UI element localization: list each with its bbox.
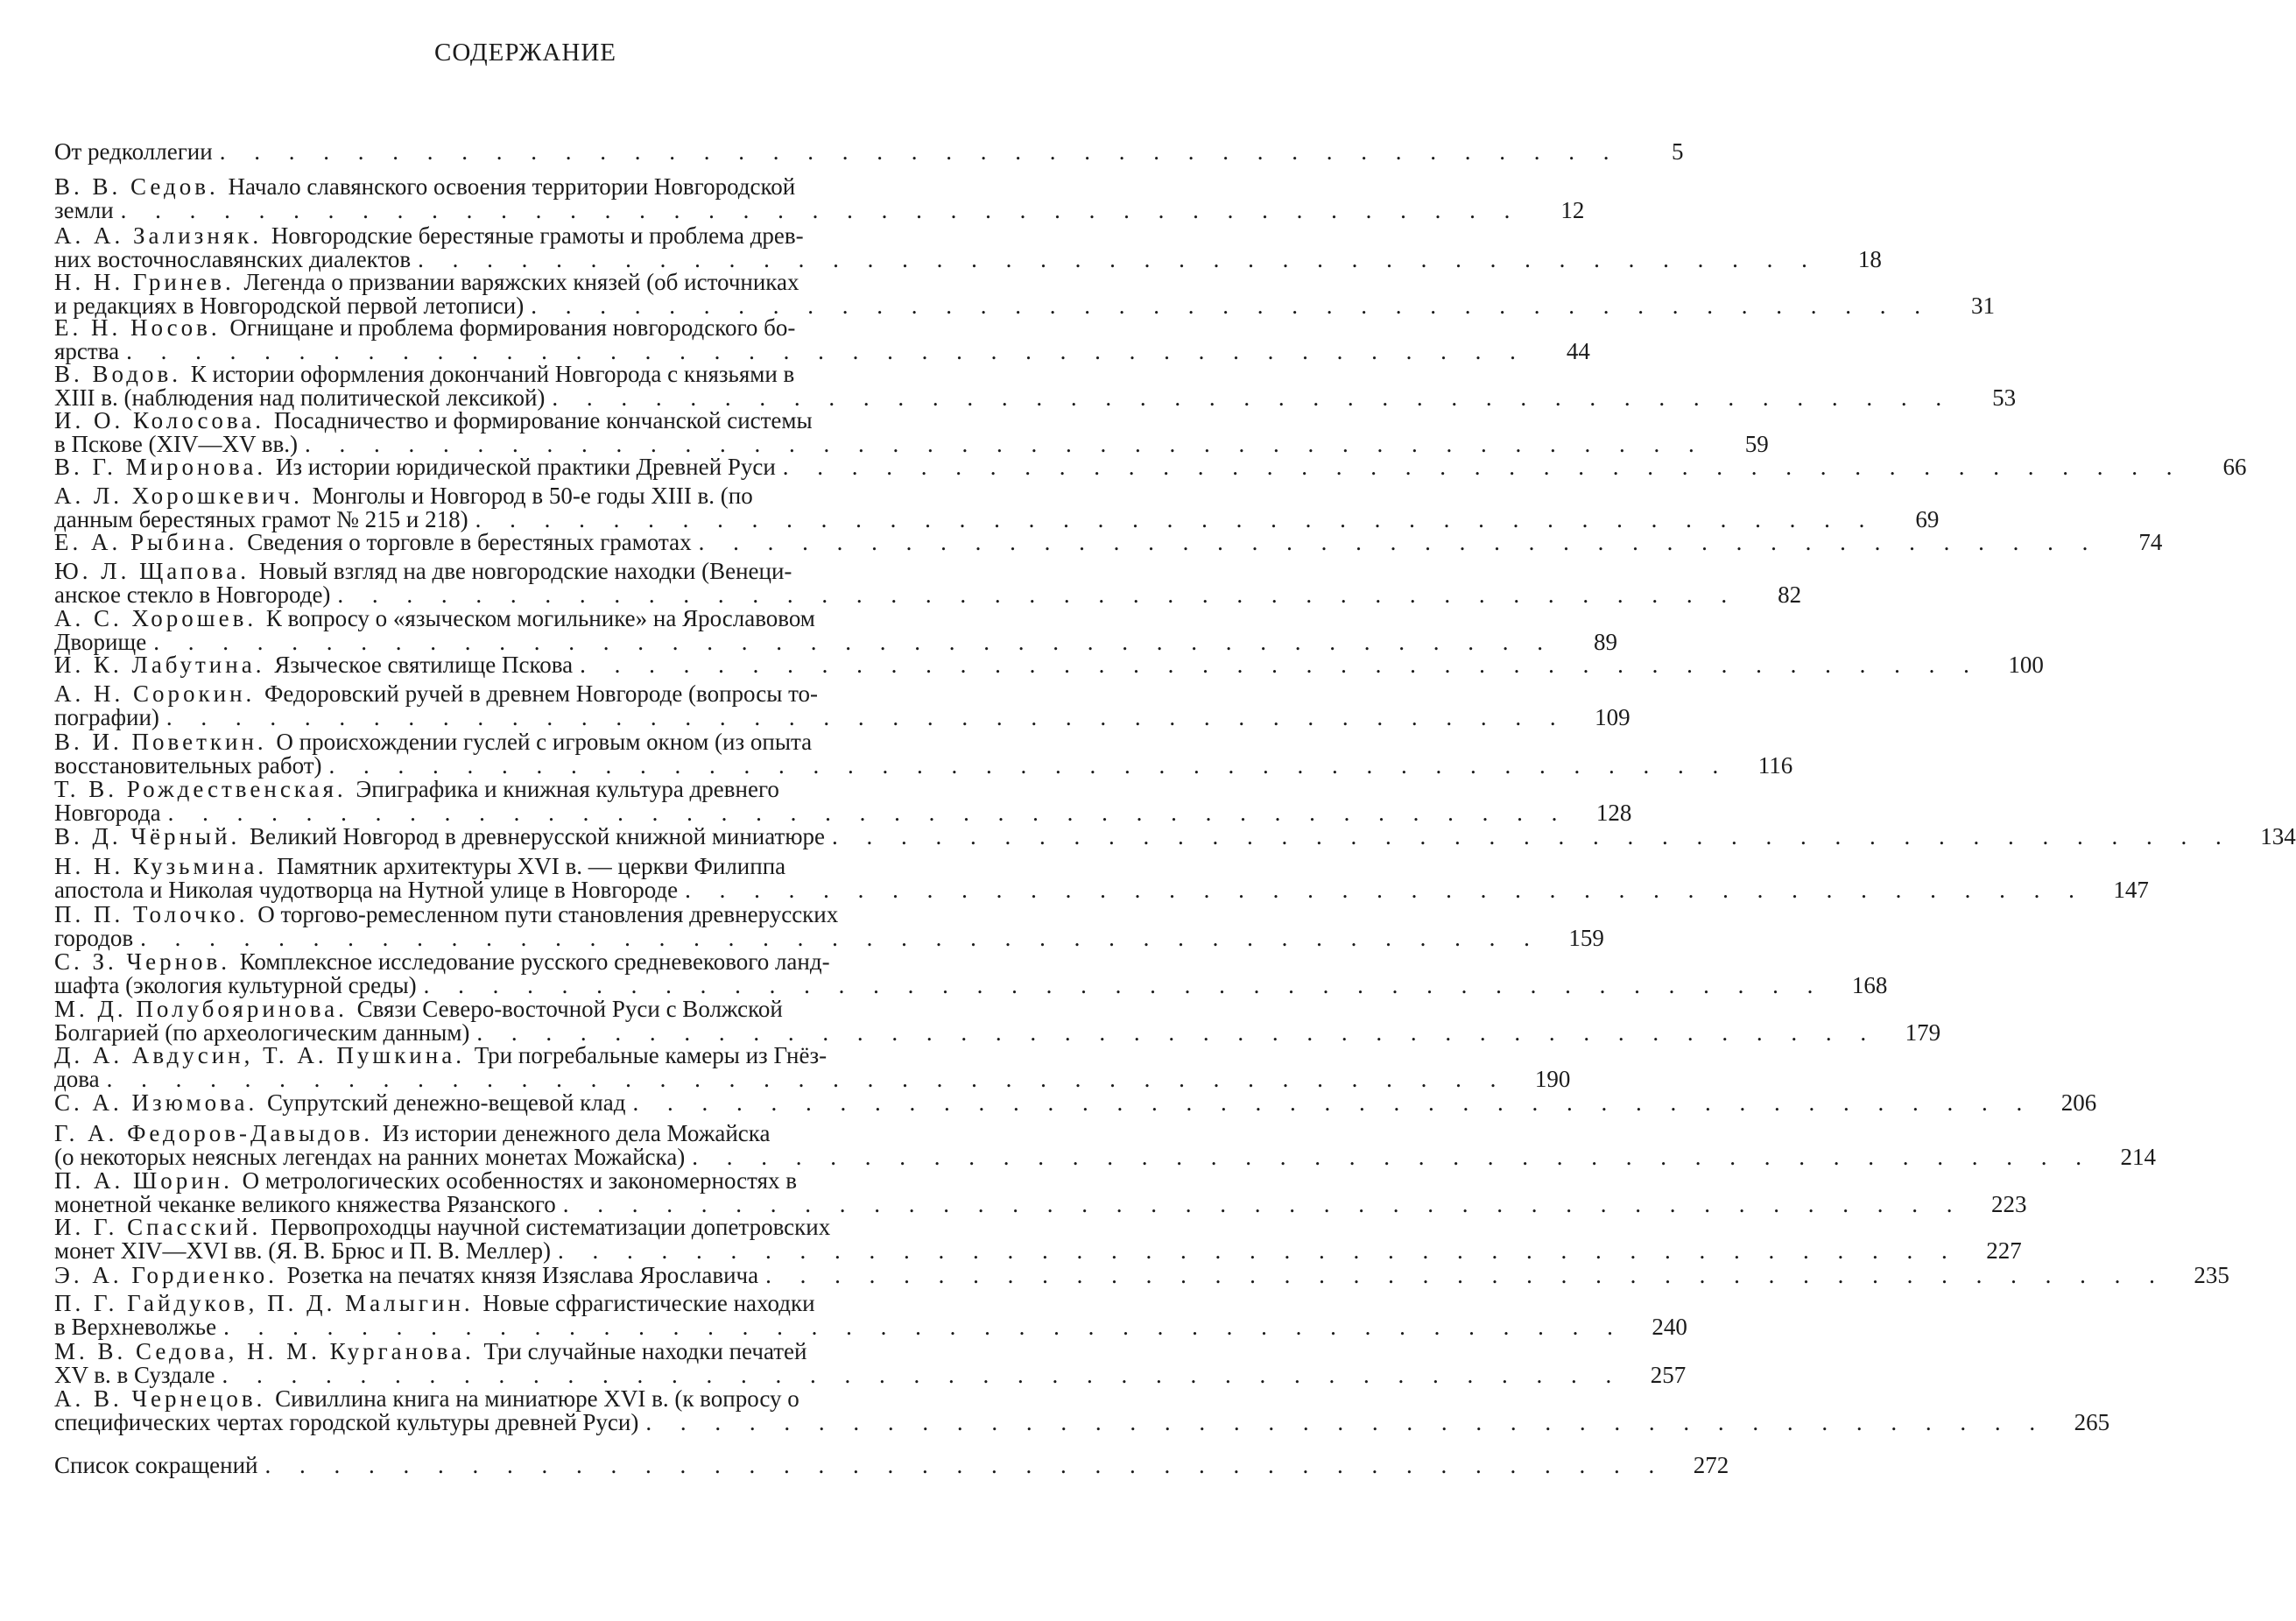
toc-entry-line: [54, 316, 1007, 340]
toc-title: Посадничество и формирование кончанской системы: [273, 407, 813, 433]
toc-entry-line: [54, 384, 2017, 411]
dot-leader: [168, 801, 1569, 825]
page-number: 223: [1991, 1191, 2027, 1217]
toc-title: монетной чеканке великого княжества Рязанского: [54, 1191, 556, 1217]
toc-author: П. А. Шорин.: [54, 1167, 243, 1194]
toc-title: и редакциях в Новгородской первой летописи): [54, 292, 525, 319]
toc-entry-text: [54, 1454, 257, 1477]
toc-entry: [54, 529, 2163, 555]
toc-entry-text: [54, 801, 161, 825]
toc-entry: [54, 558, 1802, 608]
toc-entry-line: [54, 484, 1007, 508]
toc-author: Г. А. Федоров-Давыдов.: [54, 1120, 383, 1146]
toc-entry-text: [54, 974, 417, 997]
dot-leader: [223, 1315, 1624, 1339]
toc-entry-line: [54, 823, 2296, 849]
toc-title: Эпиграфика и книжная культура древнего: [356, 776, 779, 802]
toc-entry: [54, 1338, 1687, 1388]
toc-title: восстановительных работ): [54, 752, 322, 779]
toc-entry-text: [54, 825, 825, 849]
page-number: 18: [1857, 246, 1882, 272]
toc-author: В. Г. Миронова.: [54, 454, 276, 480]
toc-entry-line: [54, 1122, 1007, 1145]
toc-entry-line: [54, 1452, 1729, 1478]
toc-entry-text: [54, 778, 779, 801]
page-number: 159: [1568, 925, 1604, 951]
toc-title: в Верхневолжье: [54, 1314, 217, 1340]
toc-entry-text: [54, 508, 468, 532]
dot-leader: [418, 248, 1819, 271]
page-number: 147: [2113, 877, 2149, 903]
toc-entry-text: [54, 409, 813, 433]
toc-entry-text: [54, 607, 815, 631]
page-number: 69: [1915, 506, 1940, 532]
dot-leader: [645, 1411, 2046, 1434]
page-number: 168: [1851, 972, 1888, 998]
toc-entry-text: [54, 878, 678, 902]
toc-entry-text: [54, 1169, 797, 1193]
toc-title: дова: [54, 1066, 100, 1092]
toc-author: А. С. Хорошев.: [54, 605, 266, 631]
page-number: 109: [1595, 704, 1630, 730]
toc-title: Огнищане и проблема формирования новгородского бо-: [229, 314, 796, 341]
toc-entry-text: [54, 1364, 215, 1387]
toc-entry-text: [54, 903, 838, 927]
toc-entry-text: [54, 1411, 638, 1434]
toc-entry-line: [54, 1314, 1687, 1340]
toc-entry: [54, 483, 1940, 532]
toc-entry-text: [54, 583, 330, 607]
toc-title: О метрологических особенностях и закономерностях в: [242, 1167, 798, 1194]
page-number: 89: [1593, 629, 1617, 655]
dot-leader: [264, 1454, 1666, 1477]
dot-leader: [305, 433, 1706, 456]
toc-entry: [54, 1290, 1687, 1340]
toc-title: Список сокращений: [54, 1452, 258, 1478]
toc-author: Э. А. Гордиенко.: [54, 1262, 287, 1288]
toc-title: пографии): [54, 704, 159, 730]
toc-entry-text: [54, 950, 830, 974]
toc-entry-line: [54, 1019, 1941, 1046]
toc-entry-text: [54, 631, 146, 654]
toc-entry-text: [54, 224, 804, 248]
toc-entry-text: [54, 1122, 771, 1145]
toc-entry-line: [54, 138, 1684, 165]
dot-leader: [121, 199, 1522, 222]
toc-title: Супрутский денежно-вещевой клад: [266, 1089, 626, 1116]
toc-entry-line: [54, 1362, 1687, 1388]
toc-entry-line: [54, 1237, 2022, 1264]
page-number: 240: [1652, 1314, 1687, 1340]
toc-entry-text: [54, 484, 753, 508]
toc-author: И. К. Лабутина.: [54, 652, 275, 678]
toc-entry-line: [54, 1409, 2110, 1435]
toc-author: Е. А. Рыбина.: [54, 529, 248, 555]
dot-leader: [692, 1145, 2093, 1169]
toc-title: О происхождении гуслей с игровым окном (из опыта: [276, 729, 813, 755]
toc-title: Сведения о торговле в берестяных грамотах: [247, 529, 692, 555]
toc-entry-line: [54, 800, 1632, 826]
toc-author: Ю. Л. Щапова.: [54, 558, 259, 584]
toc-entry: [54, 269, 1995, 319]
toc-entry: [54, 776, 1632, 826]
page-number: 82: [1778, 581, 1802, 608]
toc-title: Новый взгляд на две новгородские находки (Венеци-: [258, 558, 792, 584]
toc-title: Из истории денежного дела Можайска: [382, 1120, 771, 1146]
toc-title: К вопросу о «языческом могильнике» на Ярославовом: [265, 605, 815, 631]
toc-entry-text: [54, 455, 776, 479]
page-number: 59: [1744, 431, 1769, 457]
toc-entry-line: [54, 197, 1585, 223]
toc-title: в Пскове (XIV—XV вв.): [54, 431, 299, 457]
toc-entry-line: [54, 704, 1630, 730]
toc-entry-text: [54, 1216, 830, 1239]
toc-title: Розетка на печатях князя Изяслава Ярославича: [286, 1262, 759, 1288]
toc-entry: [54, 1262, 2229, 1288]
toc-entry-text: [54, 1068, 100, 1091]
toc-title: Комплексное исследование русского средневекового ланд-: [239, 948, 830, 975]
toc-entry-text: [54, 1340, 806, 1364]
toc-title: Легенда о призвании варяжских князей (об источниках: [243, 269, 799, 295]
toc-entry: [54, 1120, 2156, 1170]
toc-author: А. Н. Сорокин.: [54, 680, 265, 707]
toc-entry: [54, 853, 2149, 903]
toc-entry-text: [54, 730, 812, 754]
toc-entry: [54, 996, 1941, 1046]
toc-entry-line: [54, 950, 1007, 974]
page-number: 66: [2222, 454, 2247, 480]
dot-leader: [153, 631, 1554, 654]
toc-author: А. В. Чернецов.: [54, 1385, 276, 1412]
toc-title: городов: [54, 925, 134, 951]
toc-entry-text: [54, 316, 795, 340]
toc-author: В. В. Седов.: [54, 173, 229, 200]
toc-entry-text: [54, 653, 573, 677]
toc-entry-text: [54, 363, 794, 386]
toc-title: Сивиллина книга на миниатюре XVI в. (к вопросу о: [275, 1385, 799, 1412]
dot-leader: [337, 583, 1738, 607]
toc-entry-text: [54, 1193, 556, 1216]
page-number: 272: [1693, 1452, 1729, 1478]
toc-title: Три случайные находки печатей: [483, 1338, 807, 1364]
toc-title: Три погребальные камеры из Гнёз-: [474, 1042, 828, 1068]
toc-entry-text: [54, 1021, 469, 1045]
toc-entry-line: [54, 1169, 1007, 1193]
toc-entry-line: [54, 224, 1007, 248]
toc-title: Первопроходцы научной систематизации допетровских: [271, 1214, 831, 1240]
dot-leader: [558, 1239, 1959, 1263]
toc-entry: [54, 605, 1617, 655]
page-number: 265: [2074, 1409, 2110, 1435]
toc-title: анское стекло в Новгороде): [54, 581, 331, 608]
toc-author: Н. Н. Кузьмина.: [54, 853, 277, 879]
toc-author: П. П. Толочко.: [54, 901, 258, 927]
dot-leader: [685, 878, 2086, 902]
toc-title: Памятник архитектуры XVI в. — церкви Филиппа: [276, 853, 786, 879]
toc-entry-line: [54, 682, 1007, 706]
page-number: 179: [1905, 1019, 1941, 1046]
toc-title: монет XIV—XVI вв. (Я. В. Брюс и П. В. Меллер): [54, 1237, 551, 1264]
toc-author: В. И. Поветкин.: [54, 729, 277, 755]
dot-leader: [222, 1364, 1623, 1387]
toc-entry-line: [54, 581, 1802, 608]
dot-leader: [765, 1264, 2166, 1287]
dot-leader: [166, 706, 1567, 729]
toc-title: Из истории юридической практики Древней Руси: [275, 454, 776, 480]
page-number: 190: [1534, 1066, 1571, 1092]
dot-leader: [632, 1091, 2033, 1115]
toc-entry-line: [54, 652, 2044, 678]
toc-entry: [54, 173, 1585, 223]
toc-entry-text: [54, 1387, 799, 1411]
toc-title: XV в. в Суздале: [54, 1362, 215, 1388]
toc-entry: [54, 948, 1888, 998]
toc-author: А. А. Зализняк.: [54, 222, 271, 249]
toc-entry: [54, 680, 1630, 730]
toc-entry-line: [54, 1191, 2027, 1217]
dot-leader: [476, 1021, 1877, 1045]
toc-entry-line: [54, 629, 1617, 655]
dot-leader: [699, 531, 2100, 554]
toc-entry-text: [54, 175, 795, 199]
toc-entry-text: [54, 997, 783, 1021]
toc-title: шафта (экология культурной среды): [54, 972, 417, 998]
toc-author: С. А. Изюмова.: [54, 1089, 267, 1116]
toc-entry-line: [54, 997, 1007, 1021]
toc-entry-line: [54, 246, 1882, 272]
dot-leader: [126, 340, 1527, 363]
toc-entry-line: [54, 972, 1888, 998]
toc-title: К истории оформления докончаний Новгорода с князьями в: [190, 361, 795, 387]
toc-entry-text: [54, 140, 213, 164]
toc-entry-text: [54, 1264, 758, 1287]
page-number: 31: [1970, 292, 1995, 319]
page-number: 12: [1560, 197, 1585, 223]
toc-title: ярства: [54, 338, 120, 364]
toc-entry: [54, 454, 2247, 480]
toc-entry-line: [54, 506, 1940, 532]
toc-entry: [54, 1042, 1571, 1092]
toc-entry-text: [54, 271, 799, 294]
toc-author: И. Г. Спасский.: [54, 1214, 271, 1240]
toc-entry-text: [54, 1315, 216, 1339]
toc-entry-line: [54, 1044, 1007, 1068]
toc-title: Языческое святилище Пскова: [274, 652, 574, 678]
toc-entry: [54, 1089, 2097, 1116]
toc-entry-text: [54, 1091, 625, 1115]
toc-title: специфических чертах городской культуры древней Руси): [54, 1409, 639, 1435]
toc-title: Новгородские берестяные грамоты и проблема древ-: [271, 222, 804, 249]
toc-title: данным берестяных грамот № 215 и 218): [54, 506, 468, 532]
toc-entry: [54, 1167, 2027, 1217]
toc-entry-text: [54, 560, 792, 583]
toc-title: земли: [54, 197, 114, 223]
page-number: 134: [2260, 823, 2296, 849]
toc-entry-line: [54, 1292, 1007, 1315]
toc-entry: [54, 222, 1882, 272]
toc-entry-line: [54, 454, 2247, 480]
toc-entry-text: [54, 531, 692, 554]
toc-entry-line: [54, 338, 1590, 364]
page-number: 100: [2008, 652, 2044, 678]
toc-title: Новгорода: [54, 800, 161, 826]
toc-title: Великий Новгород в древнерусской книжной миниатюре: [250, 823, 825, 849]
toc-author: И. О. Колосова.: [54, 407, 274, 433]
toc-entry-line: [54, 409, 1007, 433]
toc-entry-line: [54, 431, 1769, 457]
toc-author: В. Д. Чёрный.: [54, 823, 250, 849]
page-number: 5: [1671, 138, 1684, 165]
toc-entry-line: [54, 778, 1007, 801]
toc-author: Д. А. Авдусин, Т. А. Пушкина.: [54, 1042, 475, 1068]
toc-entry: [54, 901, 1604, 951]
toc-author: В. Водов.: [54, 361, 191, 387]
toc-entry-text: [54, 248, 411, 271]
toc-author: С. З. Чернов.: [54, 948, 240, 975]
toc-entry-text: [54, 433, 298, 456]
toc-entry-text: [54, 1044, 827, 1068]
page-number: 53: [1992, 384, 2017, 411]
toc-entry: [54, 1452, 1729, 1478]
toc-author: Е. Н. Носов.: [54, 314, 230, 341]
toc-entry-line: [54, 730, 1007, 754]
toc-entry-text: [54, 340, 119, 363]
dot-leader: [475, 508, 1877, 532]
toc-entry-line: [54, 560, 1007, 583]
page-number: 206: [2060, 1089, 2097, 1116]
toc-entry-line: [54, 752, 1793, 779]
toc-entry: [54, 1214, 2022, 1264]
toc-title: От редколлегии: [54, 138, 213, 165]
toc-entry-line: [54, 1340, 1007, 1364]
toc-entry-line: [54, 529, 2163, 555]
toc-entry: [54, 314, 1590, 364]
toc-entry: [54, 407, 1769, 457]
toc-entry-line: [54, 271, 1007, 294]
toc-entry-line: [54, 1144, 2156, 1170]
toc-entry-line: [54, 1216, 1007, 1239]
toc-entry-text: [54, 1292, 815, 1315]
dot-leader: [220, 140, 1621, 164]
dot-leader: [580, 653, 1981, 677]
toc-author: М. В. Седова, Н. М. Курганова.: [54, 1338, 484, 1364]
dot-leader: [783, 455, 2184, 479]
toc-entry-text: [54, 199, 114, 222]
dot-leader: [140, 927, 1541, 950]
dot-leader: [329, 754, 1730, 778]
page-number: 44: [1566, 338, 1590, 364]
toc-title: О торгово-ремесленном пути становления древнерусских: [257, 901, 839, 927]
toc-entry-text: [54, 754, 322, 778]
toc-entry-line: [54, 363, 1007, 386]
page-number: 74: [2138, 529, 2163, 555]
toc-title: XIII в. (наблюдения над политической лексикой): [54, 384, 546, 411]
toc-entry-line: [54, 1066, 1571, 1092]
toc-entry: [54, 652, 2044, 678]
toc-author: Н. Н. Гринев.: [54, 269, 244, 295]
toc-entry: [54, 361, 2017, 411]
toc-entry: [54, 138, 1684, 165]
dot-leader: [563, 1193, 1964, 1216]
toc-title: (о некоторых неясных легендах на ранних монетах Можайска): [54, 1144, 686, 1170]
page-number: 227: [1986, 1237, 2022, 1264]
toc-entry-line: [54, 855, 1007, 878]
toc-entry-line: [54, 877, 2149, 903]
toc-entry-line: [54, 175, 1007, 199]
toc-entry-line: [54, 925, 1604, 951]
toc-author: А. Л. Хорошкевич.: [54, 483, 313, 509]
toc-entry-line: [54, 903, 1007, 927]
toc-entry: [54, 823, 2296, 849]
toc-entry-text: [54, 927, 133, 950]
toc-entry-text: [54, 682, 818, 706]
dot-leader: [107, 1068, 1508, 1091]
toc-entry-text: [54, 706, 159, 729]
toc-author: Т. В. Рождественская.: [54, 776, 356, 802]
toc-entry-text: [54, 386, 545, 410]
toc-entry-line: [54, 1089, 2097, 1116]
toc-entry: [54, 1385, 2110, 1435]
dot-leader: [424, 974, 1825, 997]
toc-entry-text: [54, 855, 785, 878]
toc-title: Новые сфрагистические находки: [482, 1290, 815, 1316]
page-number: 257: [1650, 1362, 1687, 1388]
page-number: 235: [2194, 1262, 2229, 1288]
dot-leader: [552, 386, 1953, 410]
page-number: 214: [2120, 1144, 2156, 1170]
toc-title: апостола и Николая чудотворца на Нутной улице в Новгороде: [54, 877, 679, 903]
page-number: 128: [1595, 800, 1632, 826]
toc-entry-text: [54, 1239, 551, 1263]
toc-title: Федоровский ручей в древнем Новгороде (вопросы то-: [264, 680, 819, 707]
toc-entry-line: [54, 1387, 1007, 1411]
dot-leader: [832, 825, 2233, 849]
toc-title: Начало славянского освоения территории Новгородской: [228, 173, 796, 200]
toc-title: Монголы и Новгород в 50-е годы XIII в. (по: [312, 483, 753, 509]
toc-entry-line: [54, 1262, 2229, 1288]
toc-title: Дворище: [54, 629, 147, 655]
toc-author: П. Г. Гайдуков, П. Д. Малыгин.: [54, 1290, 483, 1316]
toc-entry-line: [54, 607, 1007, 631]
page-title: СОДЕРЖАНИЕ: [434, 39, 616, 67]
page-number: 116: [1757, 752, 1793, 779]
toc-entry: [54, 729, 1793, 779]
toc-title: них восточнославянских диалектов: [54, 246, 412, 272]
toc-entry-text: [54, 1145, 685, 1169]
toc-title: Связи Северо-восточной Руси с Волжской: [356, 996, 783, 1022]
toc-title: Болгарией (по археологическим данным): [54, 1019, 470, 1046]
toc-author: М. Д. Полубояринова.: [54, 996, 357, 1022]
